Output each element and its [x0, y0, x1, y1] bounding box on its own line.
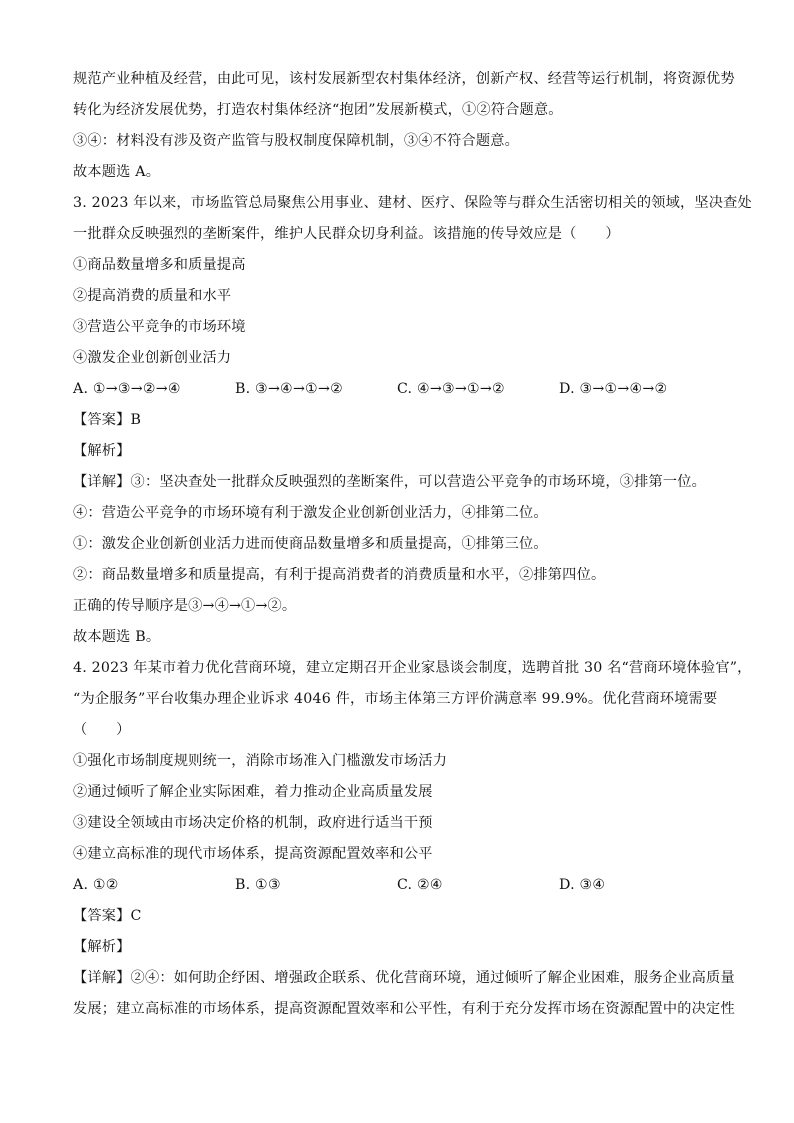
question-3-item: ①商品数量增多和质量提高 — [73, 257, 246, 273]
question-4-item: ②通过倾听了解企业实际困难，着力推动企业高质量发展 — [73, 784, 433, 800]
option-b: B. ①③ — [235, 877, 281, 893]
option-a: A. ①→③→②→④ — [73, 381, 181, 397]
text-line: 转化为经济发展优势，打造农村集体经济“抱团”发展新模式，①②符合题意。 — [73, 102, 563, 118]
answer-label: 【答案】C — [73, 908, 142, 924]
option-c: C. ②④ — [397, 877, 443, 893]
question-4-options — [73, 870, 725, 901]
text-line: 故本题选 A。 — [73, 164, 161, 180]
explanation-line: 发展；建立高标准的市场体系，提高资源配置效率和公平性，有利于充分发挥市场在资源配置中的决定性 — [73, 1001, 735, 1017]
text-line: ③④：材料没有涉及资产监管与股权制度保障机制，③④不符合题意。 — [73, 133, 520, 149]
question-3-item: ②提高消费的质量和水平 — [73, 288, 232, 304]
explanation-line: ④：营造公平竞争的市场环境有利于激发企业创新创业活力，④排第二位。 — [73, 505, 548, 521]
question-3-options — [73, 374, 725, 405]
option-b: B. ③→④→①→② — [235, 381, 343, 397]
question-3-stem: 一批群众反映强烈的垄断案件，维护人民群众切身利益。该措施的传导效应是（ ） — [73, 226, 620, 242]
option-c: C. ④→③→①→② — [397, 381, 505, 397]
option-d: D. ③→①→④→② — [559, 381, 668, 397]
option-d: D. ③④ — [559, 877, 606, 893]
question-4-item: ③建设全领域由市场决定价格的机制，政府进行适当干预 — [73, 815, 433, 831]
question-3-item: ③营造公平竞争的市场环境 — [73, 319, 246, 335]
explanation-line: 正确的传导顺序是③→④→①→②。 — [73, 598, 297, 614]
question-4-stem: （ ） — [73, 722, 131, 738]
explanation-line: ①：激发企业创新创业活力进而使商品数量增多和质量提高，①排第三位。 — [73, 536, 548, 552]
question-4-item: ④建立高标准的现代市场体系，提高资源配置效率和公平 — [73, 846, 433, 862]
explanation-line: 【详解】②④：如何助企纾困、增强政企联系、优化营商环境，通过倾听了解企业困难，服务企业高质量 — [73, 970, 735, 986]
explanation-line: ②：商品数量增多和质量提高，有利于提高消费者的消费质量和水平，②排第四位。 — [73, 567, 606, 583]
question-4-item: ①强化市场制度规则统一，消除市场准入门槛激发市场活力 — [73, 753, 448, 769]
explanation-line: 【详解】③：坚决查处一批群众反映强烈的垄断案件，可以营造公平竞争的市场环境，③排第一位。 — [73, 474, 707, 490]
question-3-stem: 3. 2023 年以来，市场监管总局聚焦公用事业、建材、医疗、保险等与群众生活密切相关的领域，坚决查处 — [73, 195, 752, 211]
document-page — [73, 64, 752, 1025]
text-line: 规范产业种植及经营，由此可见，该村发展新型农村集体经济，创新产权、经营等运行机制，将资源优势 — [73, 71, 735, 87]
question-4-stem: “为企服务”平台收集办理企业诉求 4046 件，市场主体第三方评价满意率 99.9%。优化营商环境需要 — [73, 691, 718, 707]
answer-label: 【答案】B — [73, 412, 142, 428]
analysis-label: 【解析】 — [73, 939, 131, 955]
analysis-label: 【解析】 — [73, 443, 131, 459]
question-3-item: ④激发企业创新创业活力 — [73, 350, 232, 366]
question-4-stem: 4. 2023 年某市着力优化营商环境，建立定期召开企业家恳谈会制度，选聘首批 30 名“营商环境体验官”， — [73, 660, 752, 676]
option-a: A. ①② — [73, 877, 119, 893]
text-line: 故本题选 B。 — [73, 629, 161, 645]
